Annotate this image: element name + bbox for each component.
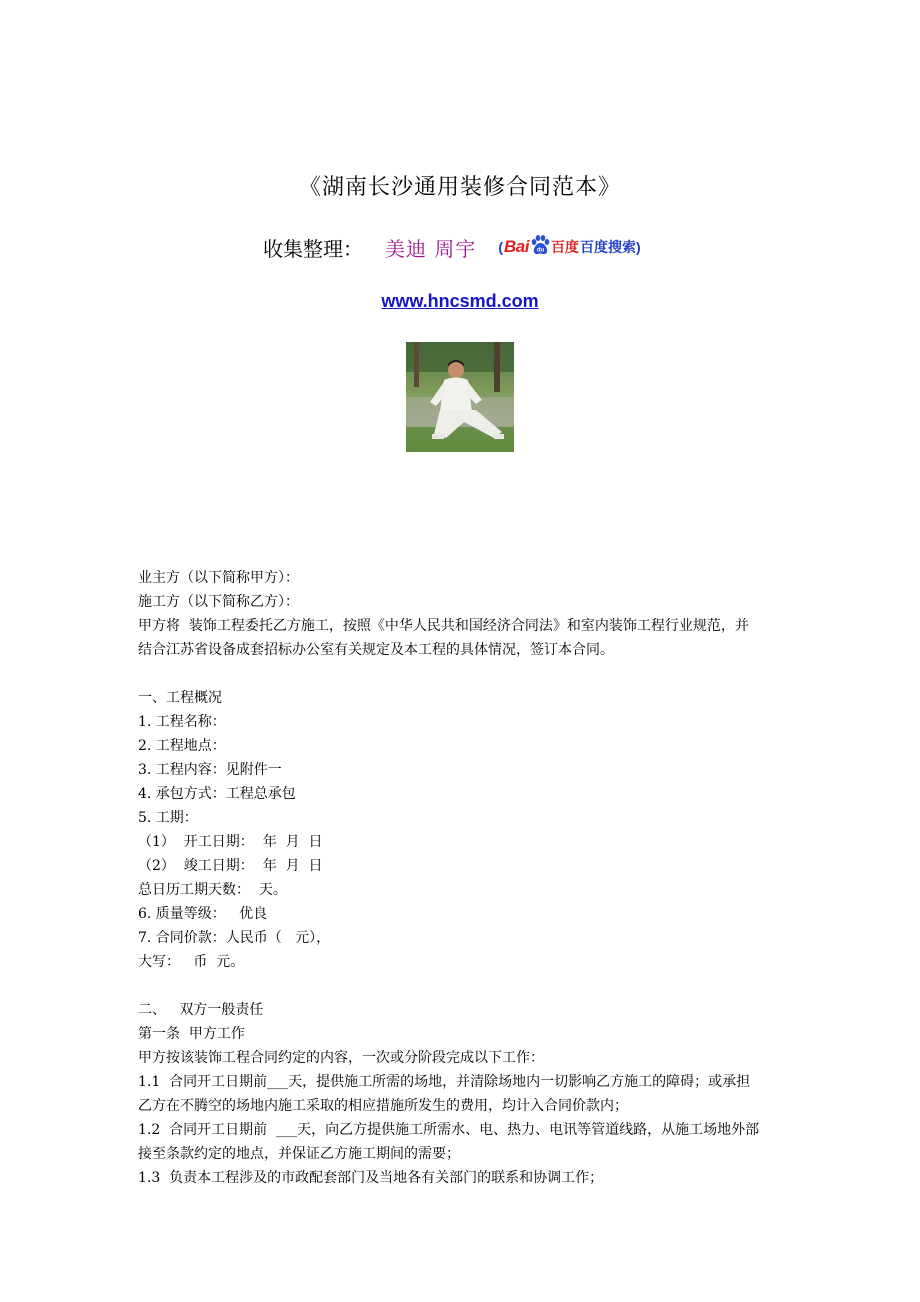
intro-paragraph-line-2: 结合江苏省设备成套招标办公室有关规定及本工程的具体情况，签订本合同。 xyxy=(138,642,614,658)
clause-1-2-text: ，向乙方提供施工所需水、电、热力、电讯等管道线路，从施工场地外部 xyxy=(311,1122,760,1138)
clause-1-2-prefix: 1.2 合同开工日期前 xyxy=(138,1122,277,1138)
paren-open: ( xyxy=(498,239,504,255)
clause-1-2-continued: 接至条款约定的地点，并保证乙方施工期间的需要； xyxy=(138,1146,460,1162)
article-1-intro: 甲方按该装饰工程合同约定的内容，一次或分阶段完成以下工作： xyxy=(138,1050,544,1066)
contract-price: 7. 合同价款：人民币（ 元）， xyxy=(138,930,331,946)
document-title: 《湖南长沙通用装修合同范本》 xyxy=(298,175,621,200)
baidu-logo[interactable] xyxy=(504,234,579,257)
baidu-paw-icon xyxy=(529,234,551,256)
clause-1-1-prefix: 1.1 合同开工日期前 xyxy=(138,1074,268,1090)
contract-body xyxy=(138,566,788,1190)
price-in-words: 大写： 币 元。 xyxy=(138,954,245,970)
quality-grade: 6. 质量等级： 优良 xyxy=(138,906,268,922)
clause-1-2-blank: ___天 xyxy=(276,1122,312,1138)
clause-1-1-text: 天，提供施工所需的场地，并清除场地内一切影响乙方施工的障碍；或承担 xyxy=(288,1074,751,1090)
section-1-heading: 一、工程概况 xyxy=(138,690,222,706)
project-location: 2. 工程地点： xyxy=(138,738,226,754)
collector-label: 收集整理： xyxy=(263,236,363,261)
clause-1-1-blank: ___ xyxy=(267,1074,289,1090)
total-days: 总日历工期天数： 天。 xyxy=(138,882,287,898)
clause-1-1 xyxy=(138,1070,788,1094)
paren-close: ) xyxy=(636,239,641,255)
owner-line: 业主方（以下简称甲方）： xyxy=(138,570,299,586)
project-content: 3. 工程内容：见附件一 xyxy=(138,762,282,778)
svg-text:du: du xyxy=(536,247,545,253)
contractor-line: 施工方（以下简称乙方）： xyxy=(138,594,299,610)
baidu-logo-bai: Bai xyxy=(504,236,529,256)
collector-line xyxy=(263,232,641,262)
baidu-logo-du: 百度 xyxy=(551,238,579,255)
clause-1-1-continued: 乙方在不腾空的场地内施工采取的相应措施所发生的费用，均计入合同价款内； xyxy=(138,1098,628,1114)
article-1-heading: 第一条 甲方工作 xyxy=(138,1026,245,1042)
project-name: 1. 工程名称： xyxy=(138,714,226,730)
person-photo xyxy=(406,342,514,452)
section-2-heading: 二、 双方一般责任 xyxy=(138,1002,264,1018)
start-date: （1） 开工日期： 年 月 日 xyxy=(138,834,323,850)
intro-paragraph-line-1: 甲方将 装饰工程委托乙方施工，按照《中华人民共和国经济合同法》和室内装饰工程行业规范，并 xyxy=(138,618,749,634)
collector-names: 美迪 周宇 xyxy=(385,236,477,261)
completion-date: （2） 竣工日期： 年 月 日 xyxy=(138,858,323,874)
baidu-search-link[interactable]: 百度搜索 xyxy=(580,240,636,256)
contract-method: 4. 承包方式：工程总承包 xyxy=(138,786,296,802)
clause-1-3: 1.3 负责本工程涉及的市政配套部门及当地各有关部门的联系和协调工作； xyxy=(138,1170,604,1186)
clause-1-2 xyxy=(138,1118,788,1142)
construction-period: 5. 工期： xyxy=(138,810,198,826)
website-link[interactable]: www.hncsmd.com xyxy=(381,291,539,311)
